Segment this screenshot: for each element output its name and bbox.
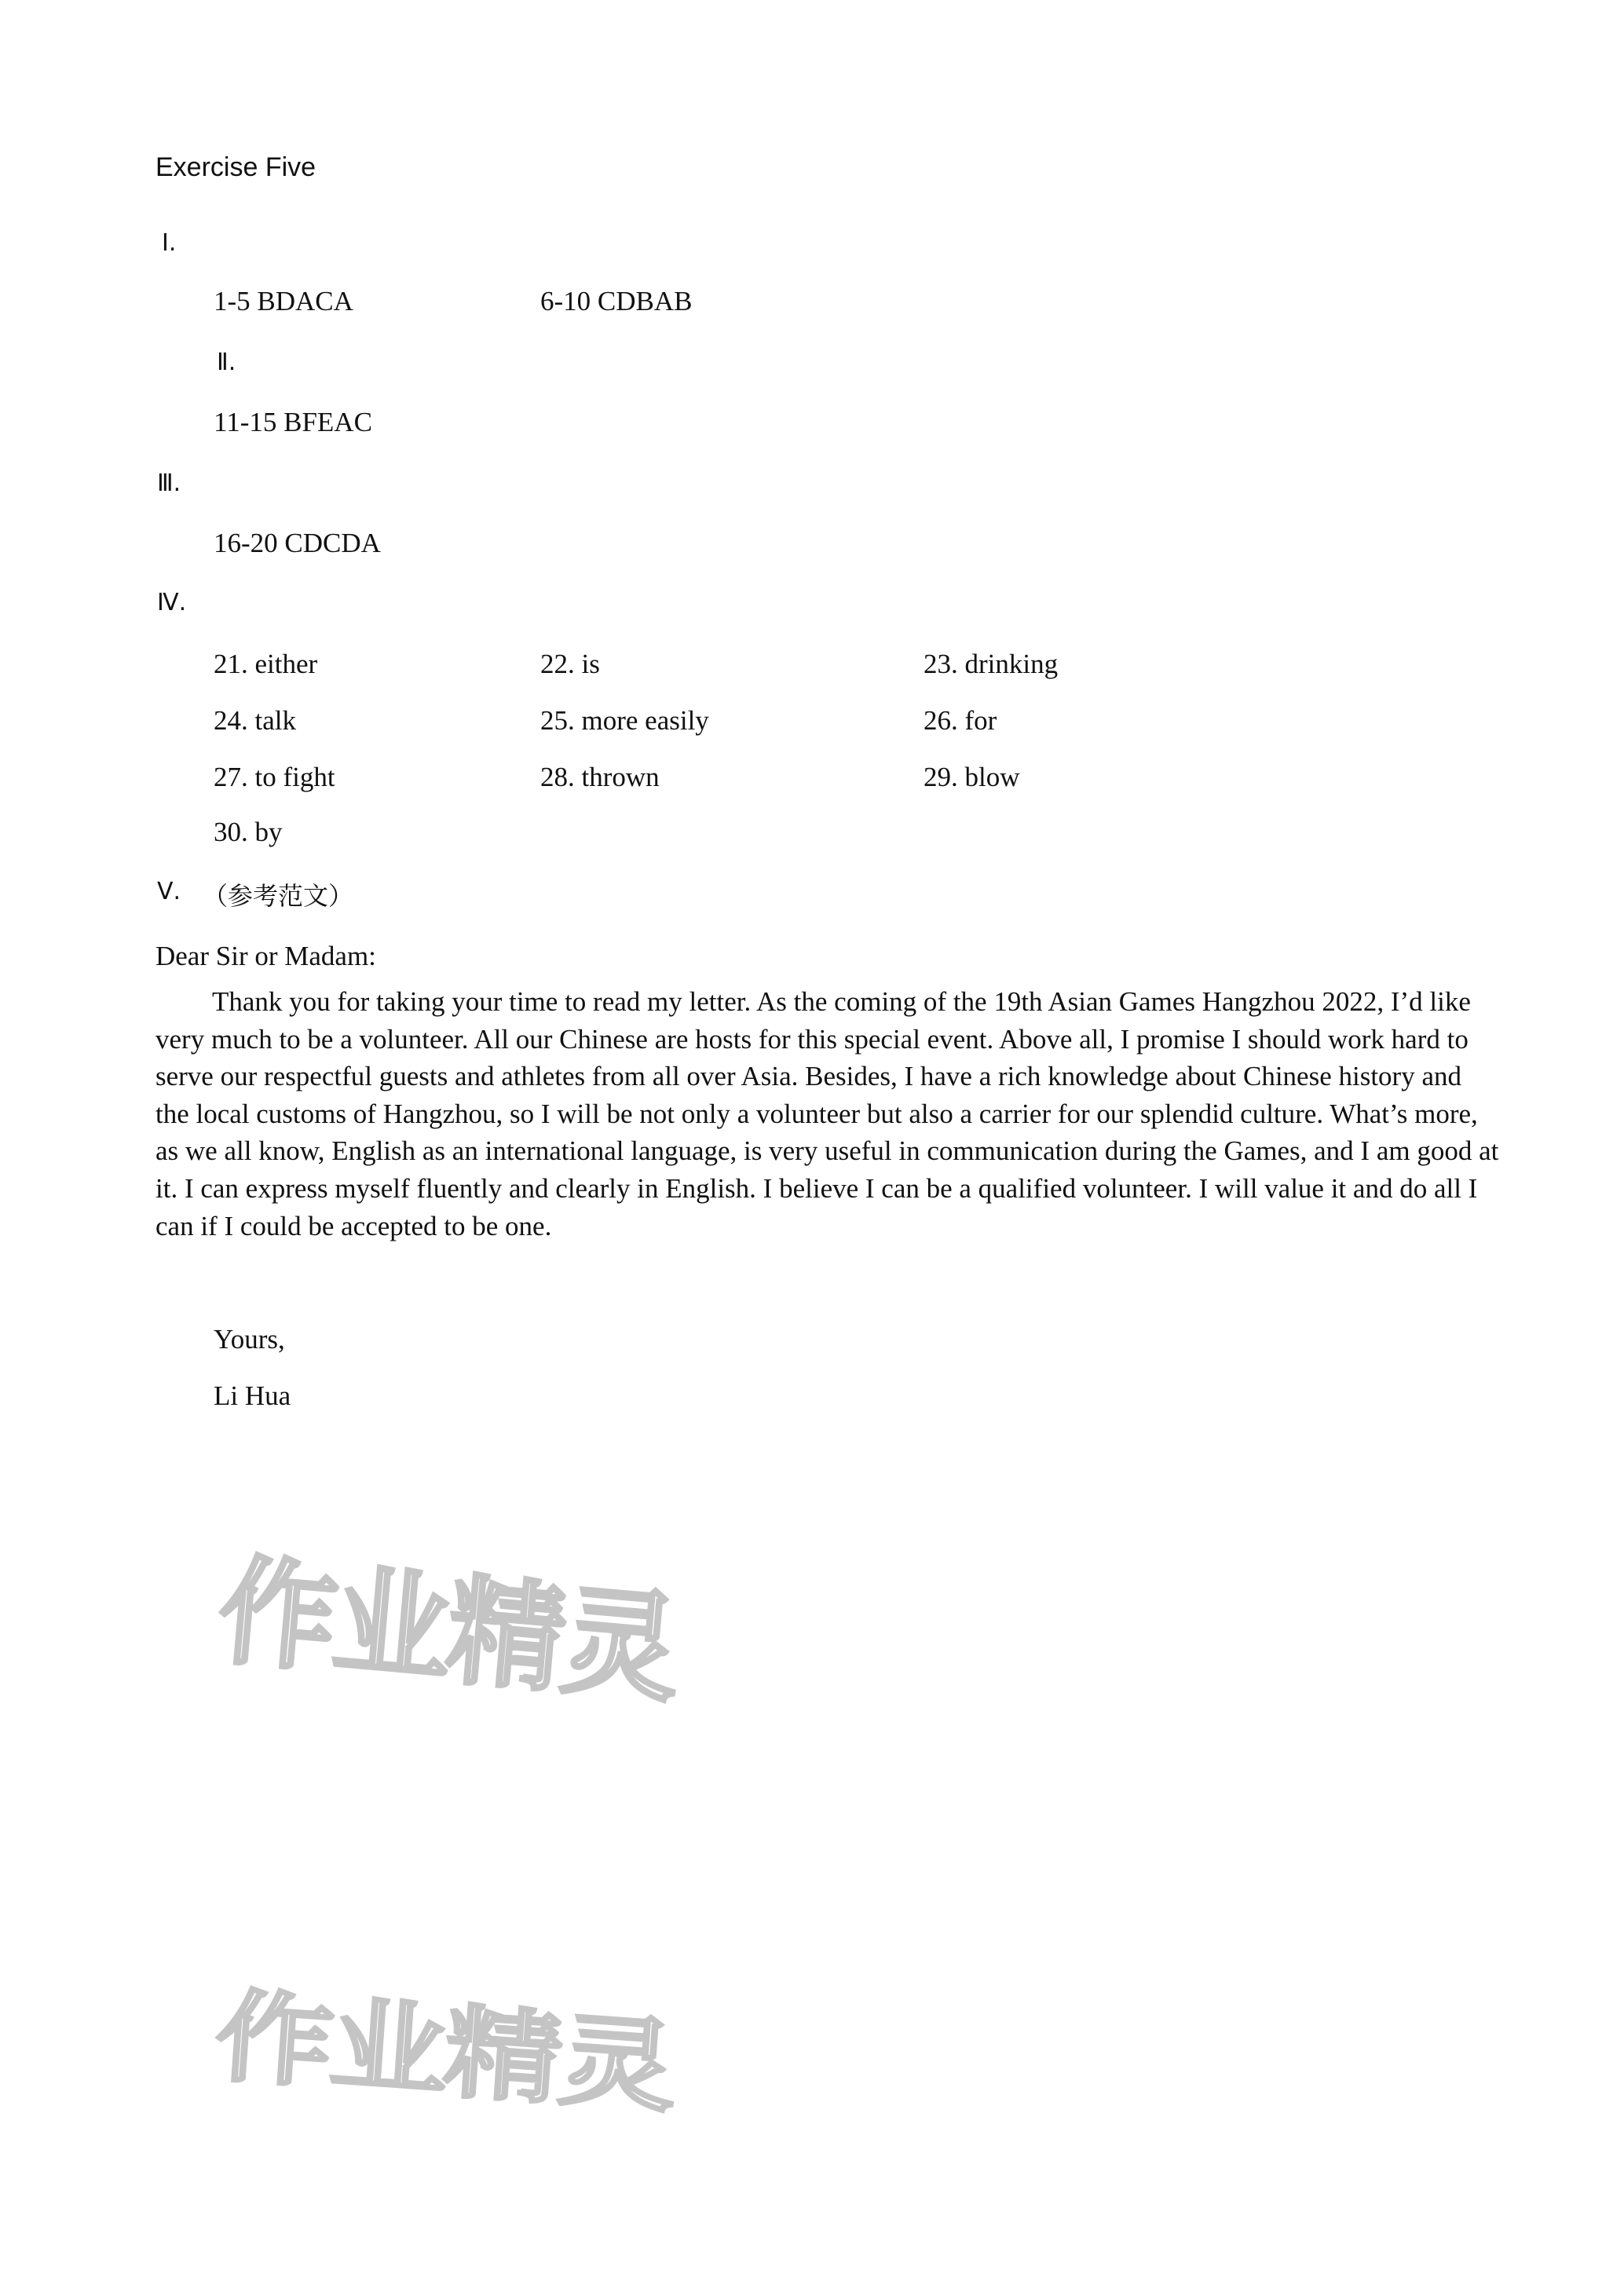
answer-16-20: 16-20 CDCDA [214, 528, 381, 558]
answer-27: 27. to fight [214, 762, 335, 792]
section-5-numeral: Ⅴ. [157, 878, 181, 905]
letter-body: Thank you for taking your time to read my letter. As the coming of the 19th Asian Games Hangzhou 2022, I’d like very much to be a volunteer. All our Chinese are hosts for this special event. Above all, I promise I should work hard to serve our respectful guests and athletes from all over Asia. Besides, I have a rich knowledge about Chinese history and the local customs of Hangzhou, so I will be not only a volunteer but also a carrier for our splendid culture. What’s more, as we all know, English as an international language, is very useful in communication during the Games, and I am good at it. I can express myself fluently and clearly in English. I believe I can be a qualified volunteer. I will value it and do all I can if I could be accepted to be one. [155, 986, 1499, 1241]
page-title: Exercise Five [155, 152, 316, 182]
answer-30: 30. by [214, 817, 283, 847]
answer-6-10: 6-10 CDBAB [540, 286, 693, 316]
answer-11-15: 11-15 BFEAC [214, 407, 372, 437]
section-1-numeral: Ⅰ. [162, 229, 177, 257]
answer-25: 25. more easily [540, 705, 709, 736]
answer-26: 26. for [924, 705, 997, 736]
letter-salutation: Dear Sir or Madam: [155, 941, 376, 971]
section-2-numeral: Ⅱ. [217, 349, 236, 376]
section-5-note: （参考范文） [203, 881, 354, 911]
answer-21: 21. either [214, 649, 318, 679]
watermark-logo: 作业精灵 [211, 1978, 678, 2126]
letter-closing: Yours, [214, 1324, 285, 1355]
answer-1-5: 1-5 BDACA [214, 286, 353, 316]
answer-24: 24. talk [214, 705, 296, 736]
answer-28: 28. thrown [540, 762, 660, 792]
watermark-logo: 作业精灵 [213, 1542, 682, 1720]
answer-23: 23. drinking [924, 649, 1059, 679]
answer-29: 29. blow [924, 762, 1020, 792]
section-4-numeral: Ⅳ. [157, 589, 187, 616]
section-3-numeral: Ⅲ. [157, 470, 181, 497]
answer-22: 22. is [540, 649, 600, 679]
letter-signature: Li Hua [214, 1380, 291, 1411]
